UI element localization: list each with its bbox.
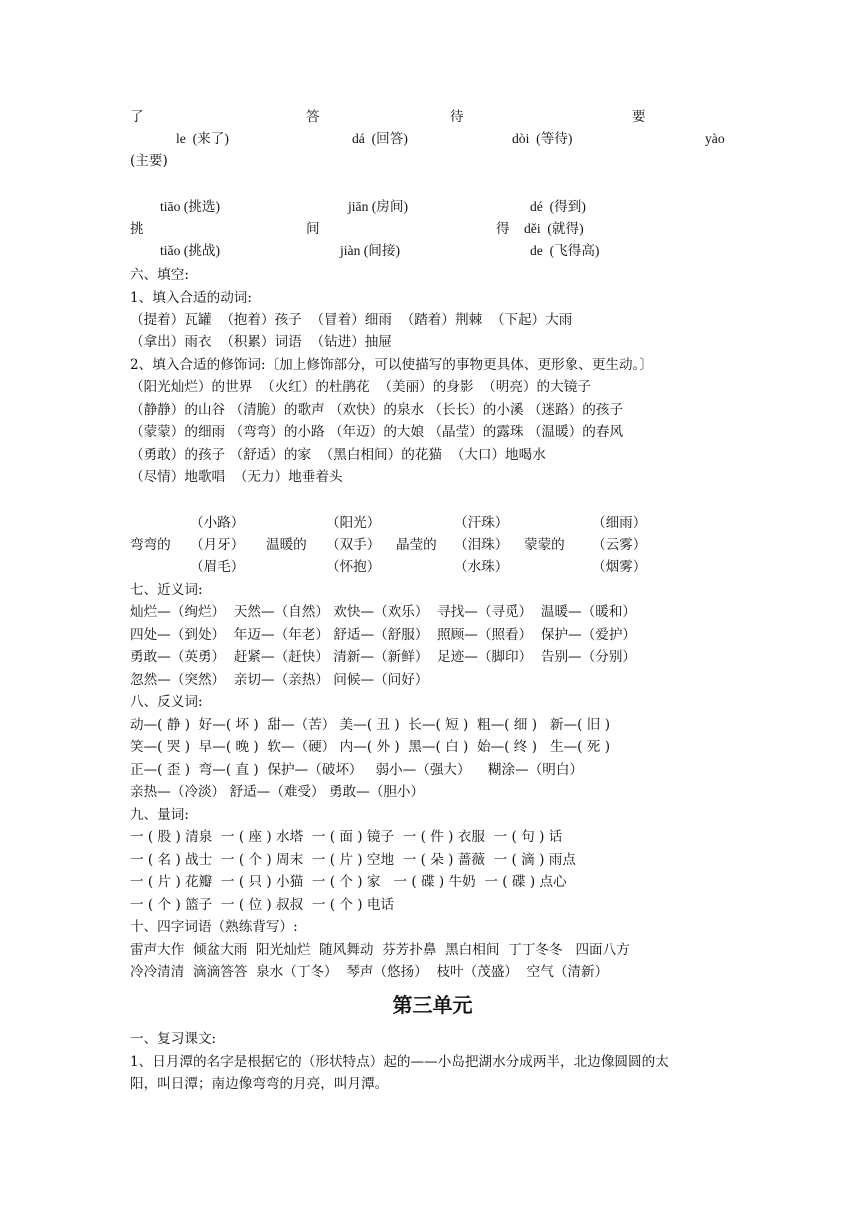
modifier-line: （蒙蒙）的细雨 （弯弯）的小路 （年迈）的大娘 （晶莹）的露珠 （温暖）的春风 (130, 424, 624, 440)
group-label: 弯弯的 (130, 537, 171, 553)
group-label: 晶莹的 (396, 537, 437, 553)
antonym-line: 动—( 静 ) 好—( 坏 ) 甜—（苦） 美—( 丑 ) 长—( 短 ) 粗—( 细 ) 新—( 旧 ) (130, 717, 611, 733)
char-tiao: 挑 (130, 221, 144, 237)
synonym-line: 忽然—（突然） 亲切—（亲热） 问候—（问好） (130, 672, 429, 688)
char-jian: 间 (306, 221, 320, 237)
group-item: （月牙） (190, 537, 245, 553)
pinyin-tiao2: tiǎo (挑战) (160, 243, 221, 258)
group-item: （双手） (326, 537, 381, 553)
section9-title: 九、量词: (130, 807, 189, 823)
group-item: （汗珠） (454, 515, 509, 531)
group-label: 蒙蒙的 (524, 537, 565, 553)
section7-title: 七、近义词: (130, 582, 203, 598)
synonym-line: 勇敢—（英勇） 赶紧—（赶快） 清新—（新鲜） 足迹—（脚印） 告别—（分别） (130, 649, 637, 665)
modifier-line: （阳光灿烂）的世界 （火红）的杜鹃花 （美丽）的身影 （明亮）的大镜子 (130, 379, 591, 395)
unit-heading: 第三单元 (392, 993, 473, 1017)
review-title: 一、复习课文: (130, 1031, 217, 1047)
idiom-line: 冷冷清清 滴滴答答 泉水（丁冬） 琴声（悠扬） 枝叶（茂盛） 空气（清新） (130, 964, 609, 980)
modifier-line: （尽情）地歌唱 （无力）地垂着头 (130, 469, 343, 485)
pinyin-jian1: jiān (房间) (348, 199, 409, 214)
pinyin-yao: yào (705, 131, 725, 146)
synonym-line: 四处—（到处） 年迈—（年老） 舒适—（舒服） 照顾—（照看） 保护—（爱护） (130, 627, 637, 643)
group-item: （小路） (190, 515, 245, 531)
group-item: （阳光） (326, 515, 381, 531)
section6-sub2: 2、填入合适的修饰词:〔加上修饰部分，可以使描写的事物更具体、更形象、更生动。〕 (130, 357, 653, 373)
section6-sub1: 1、填入合适的动词: (130, 290, 252, 306)
verbs-line: （提着）瓦罐 （抱着）孩子 （冒着）细雨 （踏着）荆棘 （下起）大雨 (130, 312, 573, 328)
pinyin-de1: dé (得到) (530, 199, 586, 214)
idiom-line: 雷声大作 倾盆大雨 阳光灿烂 随风舞动 芬芳扑鼻 黑白相间 丁丁冬冬 四面八方 (130, 942, 630, 958)
char-da: 答 (306, 109, 320, 125)
measure-word-line: 一 ( 股 ) 清泉 一 ( 座 ) 水塔 一 ( 面 ) 镜子 一 ( 件 ) 衣服 一 ( 句 ) 话 (130, 829, 563, 845)
modifier-line: （静静）的山谷 （清脆）的歌声 （欢快）的泉水 （长长）的小溪 （迷路）的孩子 (130, 402, 624, 418)
section6-title: 六、填空: (130, 267, 189, 283)
antonym-line: 正—( 歪 ) 弯—( 直 ) 保护—（破坏） 弱小—（强大） 糊涂—（明白） (130, 762, 584, 778)
pinyin-da: dá (回答) (352, 131, 408, 146)
antonym-line: 亲热—（冷淡） 舒适—（难受） 勇敢—（胆小） (130, 784, 425, 800)
review-paragraph: 1、日月潭的名字是根据它的（形状特点）起的——小岛把湖水分成两半，北边像圆圆的太 (130, 1054, 669, 1070)
group-item: （怀抱） (326, 559, 381, 575)
measure-word-line: 一 ( 个 ) 篮子 一 ( 位 ) 叔叔 一 ( 个 ) 电话 (130, 897, 395, 913)
group-item: （泪珠） (454, 537, 509, 553)
measure-word-line: 一 ( 片 ) 花瓣 一 ( 只 ) 小猫 一 ( 个 ) 家 一 ( 碟 ) 牛奶 一 ( 碟 ) 点心 (130, 874, 567, 890)
synonym-line: 灿烂—（绚烂） 天然—（自然） 欢快—（欢乐） 寻找—（寻觅） 温暖—（暖和） (130, 604, 637, 620)
group-item: （烟雾） (592, 559, 647, 575)
group-item: （细雨） (592, 515, 647, 531)
group-item: （水珠） (454, 559, 509, 575)
measure-word-line: 一 ( 名 ) 战士 一 ( 个 ) 周末 一 ( 片 ) 空地 一 ( 朵 ) 蔷薇 一 ( 滴 ) 雨点 (130, 852, 576, 868)
verbs-line: （拿出）雨衣 （积累）词语 （钻进）抽屉 (130, 334, 392, 350)
group-item: （眉毛） (190, 559, 245, 575)
pinyin-de3: de (飞得高) (530, 243, 600, 258)
review-paragraph: 阳，叫日潭；南边像弯弯的月亮，叫月潭。 (130, 1076, 389, 1092)
pinyin-tiao1: tiāo (挑选) (160, 199, 221, 214)
group-label: 温暖的 (266, 537, 307, 553)
pinyin-de2: děi (就得) (524, 221, 584, 236)
char-yao: 要 (632, 109, 646, 125)
antonym-line: 笑—( 哭 ) 早—( 晚 ) 软—（硬） 内—( 外 ) 黑—( 白 ) 始—( 终 ) 生—( 死 ) (130, 739, 611, 755)
char-le: 了 (130, 109, 144, 125)
modifier-line: （勇敢）的孩子 （舒适）的家 （黑白相间）的花猫 （大口）地喝水 (130, 447, 546, 463)
group-item: （云雾） (592, 537, 647, 553)
pinyin-dai: dòi (等待) (512, 131, 573, 146)
pinyin-le: le (来了) (176, 131, 229, 146)
section10-title: 十、四字词语（熟练背写）: (130, 919, 298, 935)
pinyin-yao-word: (主要) (130, 153, 168, 169)
section8-title: 八、反义词: (130, 694, 203, 710)
pinyin-jian2: jiàn (间接) (340, 243, 401, 258)
char-dai: 待 (450, 109, 464, 125)
char-de: 得 (496, 221, 510, 237)
